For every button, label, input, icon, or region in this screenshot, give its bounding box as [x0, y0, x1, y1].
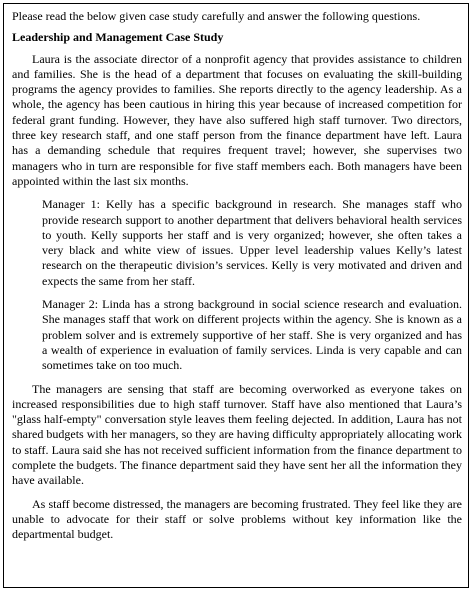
paragraph-staff-overworked: The managers are sensing that staff are becoming overworked as everyone takes on increased responsibilities due to high staff turnover. Staff have also mentioned that Laura’s "glass half-empty" conversation style leaves them feeling dejected. In addition, Laura has not shared budgets with her managers, so they are having difficulty appropriately allocating work to staff. Laura said she has not received sufficient information from the finance department to complete the budgets. The finance department said they have sent her all the information they have available. — [12, 381, 462, 488]
instructions-text: Please read the below given case study carefully and answer the following questions. — [12, 9, 421, 23]
paragraph-managers-frustrated: As staff become distressed, the managers are becoming frustrated. They feel like they are unable to advocate for their staff or solve problems without key information like the departmental budget. — [12, 496, 462, 542]
case-study-document — [12, 9, 462, 551]
paragraph-laura: Laura is the associate director of a nonprofit agency that provides assistance to children and families. She is the head of a department that focuses on evaluating the skill-building programs the agency provides to families. She reports directly to the agency leadership. As a whole, the agency has been cautious in hiring this year because of increased competition for federal grant funding. However, they have also suffered high staff turnover. Two directors, three key research staff, and one staff person from the finance department have left. Laura has a demanding schedule that requires frequent travel; however, she supervises two managers who in turn are responsible for five staff members each. Both managers have been appointed within the last six months. — [12, 51, 462, 188]
case-study-heading: Leadership and Management Case Study — [12, 30, 224, 45]
paragraph-manager-2: Manager 2: Linda has a strong background in social science research and evaluation. She manages staff that work on different projects within the agency. She is known as a problem solver and is extremely supportive of her staff. She is very organized and has a wealth of experience in evaluation of family services. Linda is very capable and can sometimes take on too much. — [42, 297, 462, 373]
paragraph-manager-1: Manager 1: Kelly has a specific background in research. She manages staff who provide research support to another department that delivers behavioral health services to youth. Kelly supports her staff and is very organized; however, she often takes a very black and white view of issues. Upper level leadership values Kelly’s latest research on the therapeutic division’s services. Kelly is very motivated and driven and expects the same from her staff. — [42, 197, 462, 288]
